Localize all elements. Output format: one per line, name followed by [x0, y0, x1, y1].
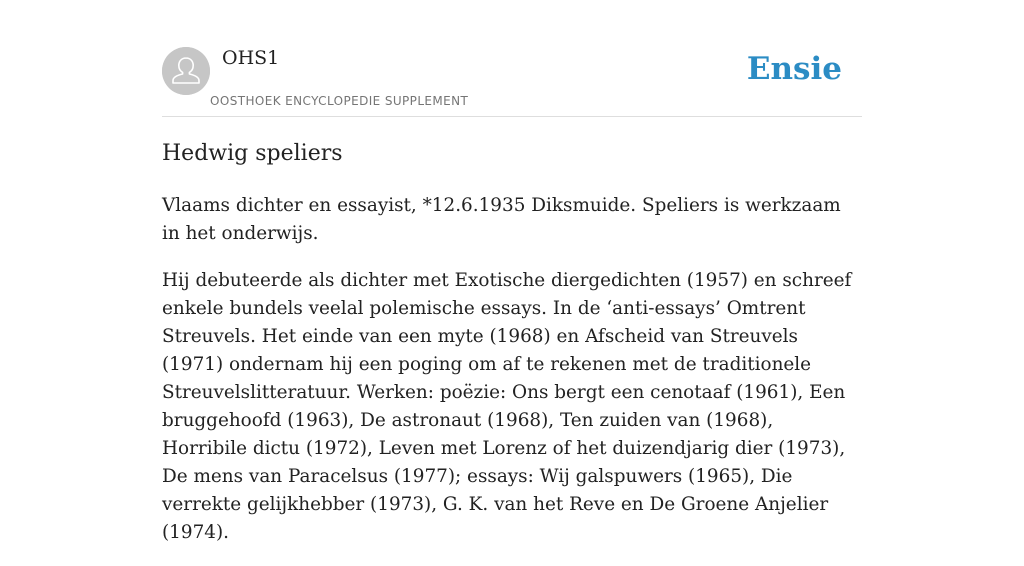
header: [162, 0, 862, 117]
user-avatar-icon: [162, 47, 210, 95]
source-label[interactable]: OOSTHOEK ENCYCLOPEDIE SUPPLEMENT: [210, 94, 469, 108]
avatar[interactable]: [162, 47, 210, 95]
article-body: [162, 192, 862, 566]
username[interactable]: OHS1: [222, 47, 280, 69]
article-paragraph: Vlaams dichter en essayist, *12.6.1935 Diksmuide. Speliers is werkzaam in het onderwijs.: [162, 195, 841, 244]
ensie-logo[interactable]: Ensie: [746, 51, 842, 87]
article-title: Hedwig speliers: [162, 141, 343, 166]
article-paragraph: Hij debuteerde als dichter met Exotische diergedichten (1957) en schreef enkele bundels veelal polemische essays. In de ‘anti-essays’ Omtrent Streuvels. Het einde van een myte (1968) en Afscheid van Streuvels (1971) ondernam hij een poging om af te rekenen met de traditionele Streuvelslitteratuur. Werken: poëzie: Ons bergt een cenotaaf (1961), Een bruggehoofd (1963), De astronaut (1968), Ten zuiden van (1968), Horribile dictu (1972), Leven met Lorenz of het duizendjarig dier (1973), De mens van Paracelsus (1977); essays: Wij galspuwers (1965), Die verrekte gelijkhebber (1973), G. K. van het Reve en De Groene Anjelier (1974).: [162, 270, 852, 543]
